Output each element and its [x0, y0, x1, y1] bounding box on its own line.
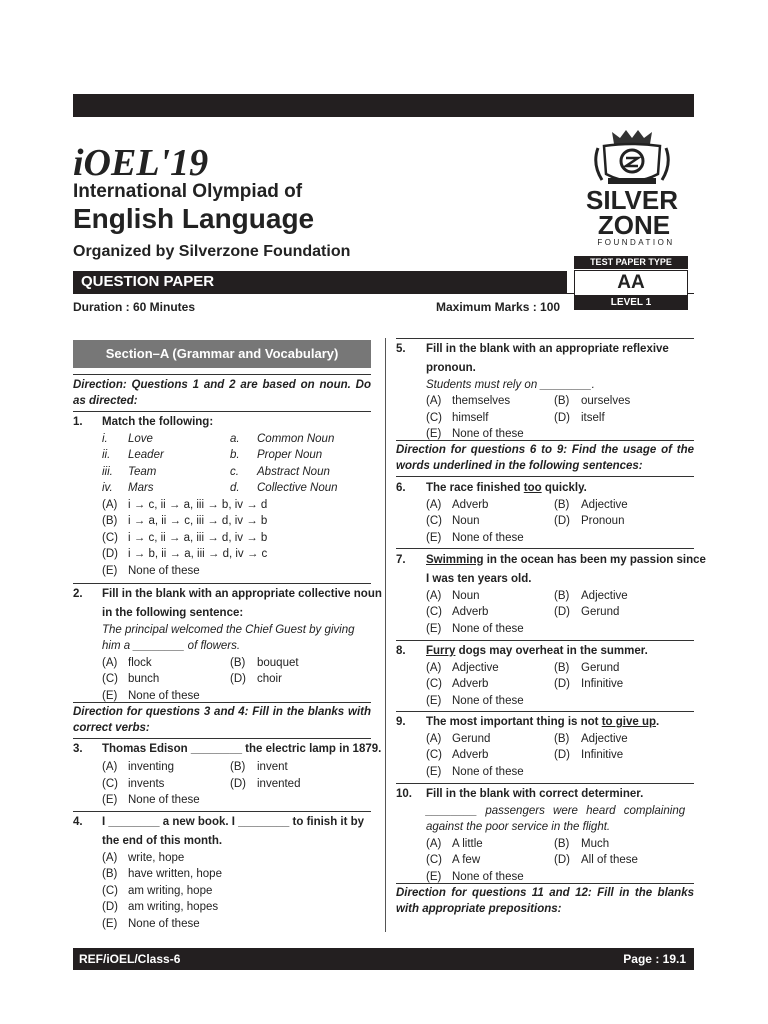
option-text: Adjective [581, 498, 628, 511]
option-label: (B) [102, 868, 118, 880]
underlined-word: Swimming [426, 554, 484, 566]
option-text: A little [452, 837, 483, 850]
page-number: Page : 19.1 [623, 952, 686, 966]
pair-item: Common Noun [257, 432, 335, 445]
maximum-marks: Maximum Marks : 100 [436, 300, 561, 314]
option-label: (E) [426, 428, 442, 440]
question-8 [396, 643, 694, 709]
option-label: (A) [102, 656, 118, 669]
option-label: (A) [102, 761, 118, 773]
question-10 [396, 786, 694, 885]
option-text: None of these [452, 622, 524, 635]
svg-text:ZONE: ZONE [597, 210, 671, 240]
option-label: (D) [554, 678, 570, 690]
option-label: (A) [426, 498, 442, 511]
question-number: 4. [73, 816, 83, 828]
option-text: Gerund [581, 606, 620, 618]
direction-3: Direction for questions 6 to 9: Find the usage of the words underlined in the following sentences: [396, 444, 694, 472]
option-text: Gerund [452, 732, 491, 745]
option-label: (C) [102, 531, 118, 544]
option-text: inventing [128, 761, 175, 773]
direction-4: Direction for questions 11 and 12: Fill in the blanks with appropriate prepositions: [396, 887, 694, 915]
option-text: invents [128, 777, 165, 790]
option-label: (D) [554, 515, 570, 527]
option-label: (B) [554, 395, 570, 407]
olympiad-title: iOEL'19 [73, 142, 209, 184]
question-text [426, 714, 659, 731]
text-part: The most important thing is not [426, 716, 602, 728]
option-text: choir [257, 673, 282, 685]
option-text: None of these [452, 531, 524, 544]
option-label: (C) [102, 673, 118, 685]
option-label: (E) [426, 765, 442, 778]
question-2 [73, 586, 382, 704]
option-text: Adverb [452, 749, 489, 761]
pair-label: iii. [102, 465, 113, 478]
divider [73, 702, 371, 703]
option-text: flock [128, 656, 152, 669]
underlined-word: to give up [601, 716, 656, 728]
option-label: (E) [102, 689, 118, 702]
svg-text:FOUNDATION: FOUNDATION [597, 238, 675, 247]
pair-item: Abstract Noun [257, 465, 330, 478]
text-part: The race finished [426, 482, 524, 494]
option-label: (C) [102, 777, 118, 790]
option-label: (D) [230, 777, 246, 790]
question-4 [73, 814, 371, 932]
option-text: None of these [452, 428, 524, 440]
option-label: (A) [102, 851, 118, 864]
option-label: (B) [554, 498, 570, 511]
option-text: Infinitive [581, 678, 624, 690]
divider [396, 338, 694, 339]
option-text: Gerund [581, 661, 620, 674]
question-7 [396, 552, 706, 637]
pair-label: i. [102, 432, 108, 445]
question-text: Thomas Edison ________ the electric lamp in 1879. [102, 743, 382, 755]
reference-code: REF/iOEL/Class-6 [79, 952, 181, 966]
divider [73, 738, 371, 739]
question-text [426, 643, 648, 660]
text-part: dogs may overheat in the summer. [455, 645, 648, 657]
option-text: bunch [128, 673, 160, 685]
option-text: i → c, ii → a, iii → d, iv → b [128, 531, 268, 544]
option-label: (B) [230, 656, 246, 669]
option-text: Adjective [581, 589, 628, 602]
option-label: (D) [102, 901, 118, 913]
pair-item: Mars [128, 482, 154, 494]
question-number: 8. [396, 645, 406, 657]
divider [73, 583, 371, 584]
option-text: invented [257, 777, 301, 790]
option-label: (D) [554, 606, 570, 618]
option-label: (C) [426, 854, 442, 866]
option-text: None of these [128, 689, 200, 702]
option-text: i → c, ii → a, iii → b, iv → d [128, 498, 268, 511]
option-label: (C) [426, 749, 442, 761]
question-sentence: against the poor service in the flight. [426, 821, 611, 833]
question-sentence: Students must rely on ________. [426, 378, 595, 391]
option-text: A few [452, 854, 481, 866]
divider [396, 640, 694, 641]
section-heading: Section–A (Grammar and Vocabulary) [73, 340, 371, 368]
test-paper-type-label: TEST PAPER TYPE [574, 256, 688, 269]
pair-label: iv. [102, 482, 113, 494]
pair-item: Leader [128, 449, 164, 461]
option-text: ourselves [581, 395, 631, 407]
option-text: Adjective [452, 661, 499, 674]
question-text: Match the following: [102, 416, 214, 428]
question-6 [396, 480, 694, 546]
option-label: (C) [102, 884, 118, 897]
option-label: (E) [102, 564, 118, 577]
question-text: Fill in the blank with an appropriate collective noun [102, 588, 382, 600]
divider [396, 440, 694, 441]
underlined-word: Furry [426, 645, 456, 657]
option-text: Much [581, 837, 610, 850]
option-text: bouquet [257, 656, 299, 669]
text-part: . [656, 716, 660, 728]
top-bar [73, 94, 694, 117]
question-5 [396, 341, 694, 443]
option-label: (B) [102, 515, 118, 527]
option-text: i → a, ii → c, iii → d, iv → b [128, 515, 268, 527]
option-label: (C) [426, 678, 442, 690]
option-label: (E) [102, 917, 118, 930]
option-text: None of these [128, 564, 200, 577]
text-part: quickly. [541, 482, 587, 494]
option-text: Noun [452, 589, 480, 602]
option-label: (E) [426, 531, 442, 544]
option-label: (A) [426, 395, 442, 407]
option-text: Noun [452, 515, 480, 527]
option-label: (D) [554, 411, 570, 424]
footer-bar [73, 948, 694, 970]
question-text: pronoun. [426, 361, 476, 374]
option-text: None of these [128, 917, 200, 930]
option-text: have written, hope [128, 868, 222, 880]
option-label: (B) [554, 837, 570, 850]
direction-2: Direction for questions 3 and 4: Fill in the blanks with correct verbs: [73, 706, 371, 734]
option-label: (A) [426, 837, 442, 850]
question-sentence: him a ________ of flowers. [102, 640, 241, 652]
question-number: 9. [396, 716, 406, 728]
organizer: Organized by Silverzone Foundation [73, 243, 351, 260]
divider [73, 411, 371, 412]
option-text: invent [257, 761, 288, 773]
option-text: am writing, hope [128, 884, 213, 897]
option-label: (E) [426, 870, 442, 883]
question-text: in the following sentence: [102, 606, 244, 619]
olympiad-subtitle-2: English Language [73, 203, 315, 234]
crest-icon [572, 124, 692, 254]
option-text: Adjective [581, 732, 628, 745]
option-label: (B) [554, 732, 570, 745]
question-number: 7. [396, 554, 406, 566]
option-text: am writing, hopes [128, 901, 219, 913]
option-text: himself [452, 411, 489, 424]
option-label: (A) [426, 589, 442, 602]
text-part: in the ocean has been my passion since [483, 554, 706, 566]
column-divider [385, 338, 386, 932]
divider [396, 476, 694, 477]
option-label: (D) [230, 673, 246, 685]
option-text: themselves [452, 395, 511, 407]
option-text: Adverb [452, 678, 489, 690]
option-text: i → b, ii → a, iii → d, iv → c [128, 548, 268, 560]
option-text: None of these [452, 765, 524, 778]
option-label: (B) [230, 761, 246, 773]
duration: Duration : 60 Minutes [73, 300, 196, 314]
olympiad-subtitle-1: International Olympiad of [73, 181, 303, 202]
divider [396, 711, 694, 712]
pair-label: a. [230, 432, 240, 445]
question-number: 3. [73, 743, 83, 755]
question-text: I ________ a new book. I ________ to finish it by [102, 816, 365, 828]
option-label: (C) [426, 411, 442, 424]
pair-item: Love [128, 432, 153, 445]
pair-item: Proper Noun [257, 449, 323, 461]
question-number: 5. [396, 343, 406, 355]
question-text: the end of this month. [102, 834, 223, 847]
option-label: (C) [426, 515, 442, 527]
pair-label: c. [230, 465, 239, 478]
option-label: (D) [554, 749, 570, 761]
question-text: I was ten years old. [426, 572, 532, 585]
question-sentence: ________ passengers were heard complaining [426, 804, 686, 817]
option-label: (D) [102, 548, 118, 560]
option-label: (A) [102, 498, 118, 511]
pair-label: b. [230, 449, 240, 461]
question-text [426, 552, 706, 569]
question-number: 6. [396, 482, 406, 494]
option-label: (B) [554, 661, 570, 674]
question-number: 2. [73, 588, 83, 600]
option-label: (A) [426, 661, 442, 674]
level-badge: LEVEL 1 [574, 296, 688, 310]
option-label: (A) [426, 732, 442, 745]
direction-1: Direction: Questions 1 and 2 are based on noun. Do as directed: [73, 379, 371, 407]
question-9 [396, 714, 694, 780]
option-text: None of these [452, 870, 524, 883]
option-label: (C) [426, 606, 442, 618]
divider [396, 883, 694, 884]
option-text: Adverb [452, 606, 489, 618]
pair-label: ii. [102, 449, 111, 461]
option-label: (E) [426, 622, 442, 635]
divider [396, 548, 694, 549]
question-number: 10. [396, 788, 412, 800]
option-text: itself [581, 411, 605, 424]
question-text [426, 480, 587, 497]
underlined-word: too [523, 482, 542, 494]
pair-label: d. [230, 482, 240, 494]
question-number: 1. [73, 416, 83, 428]
option-label: (D) [554, 854, 570, 866]
option-label: (E) [102, 794, 118, 806]
option-text: Infinitive [581, 749, 624, 761]
pair-item: Collective Noun [257, 482, 338, 494]
option-text: All of these [581, 854, 638, 866]
question-sentence: The principal welcomed the Chief Guest by giving [102, 623, 355, 636]
option-label: (E) [426, 694, 442, 707]
question-3 [73, 741, 382, 809]
option-text: write, hope [128, 851, 185, 864]
divider [396, 783, 694, 784]
svg-text:SILVER: SILVER [586, 185, 678, 215]
option-text: None of these [452, 694, 524, 707]
silverzone-logo [572, 124, 692, 254]
option-text: Pronoun [581, 515, 625, 527]
question-text: Fill in the blank with an appropriate reflexive [426, 343, 669, 355]
question-paper-bar: QUESTION PAPER [73, 271, 567, 293]
test-paper-type: AA [574, 270, 688, 296]
option-text: Adverb [452, 498, 489, 511]
divider [73, 811, 371, 812]
question-1 [73, 414, 371, 579]
pair-item: Team [128, 465, 157, 478]
option-label: (B) [554, 589, 570, 602]
option-text: None of these [128, 794, 200, 806]
divider [73, 374, 371, 375]
question-text: Fill in the blank with correct determiner. [426, 788, 644, 800]
